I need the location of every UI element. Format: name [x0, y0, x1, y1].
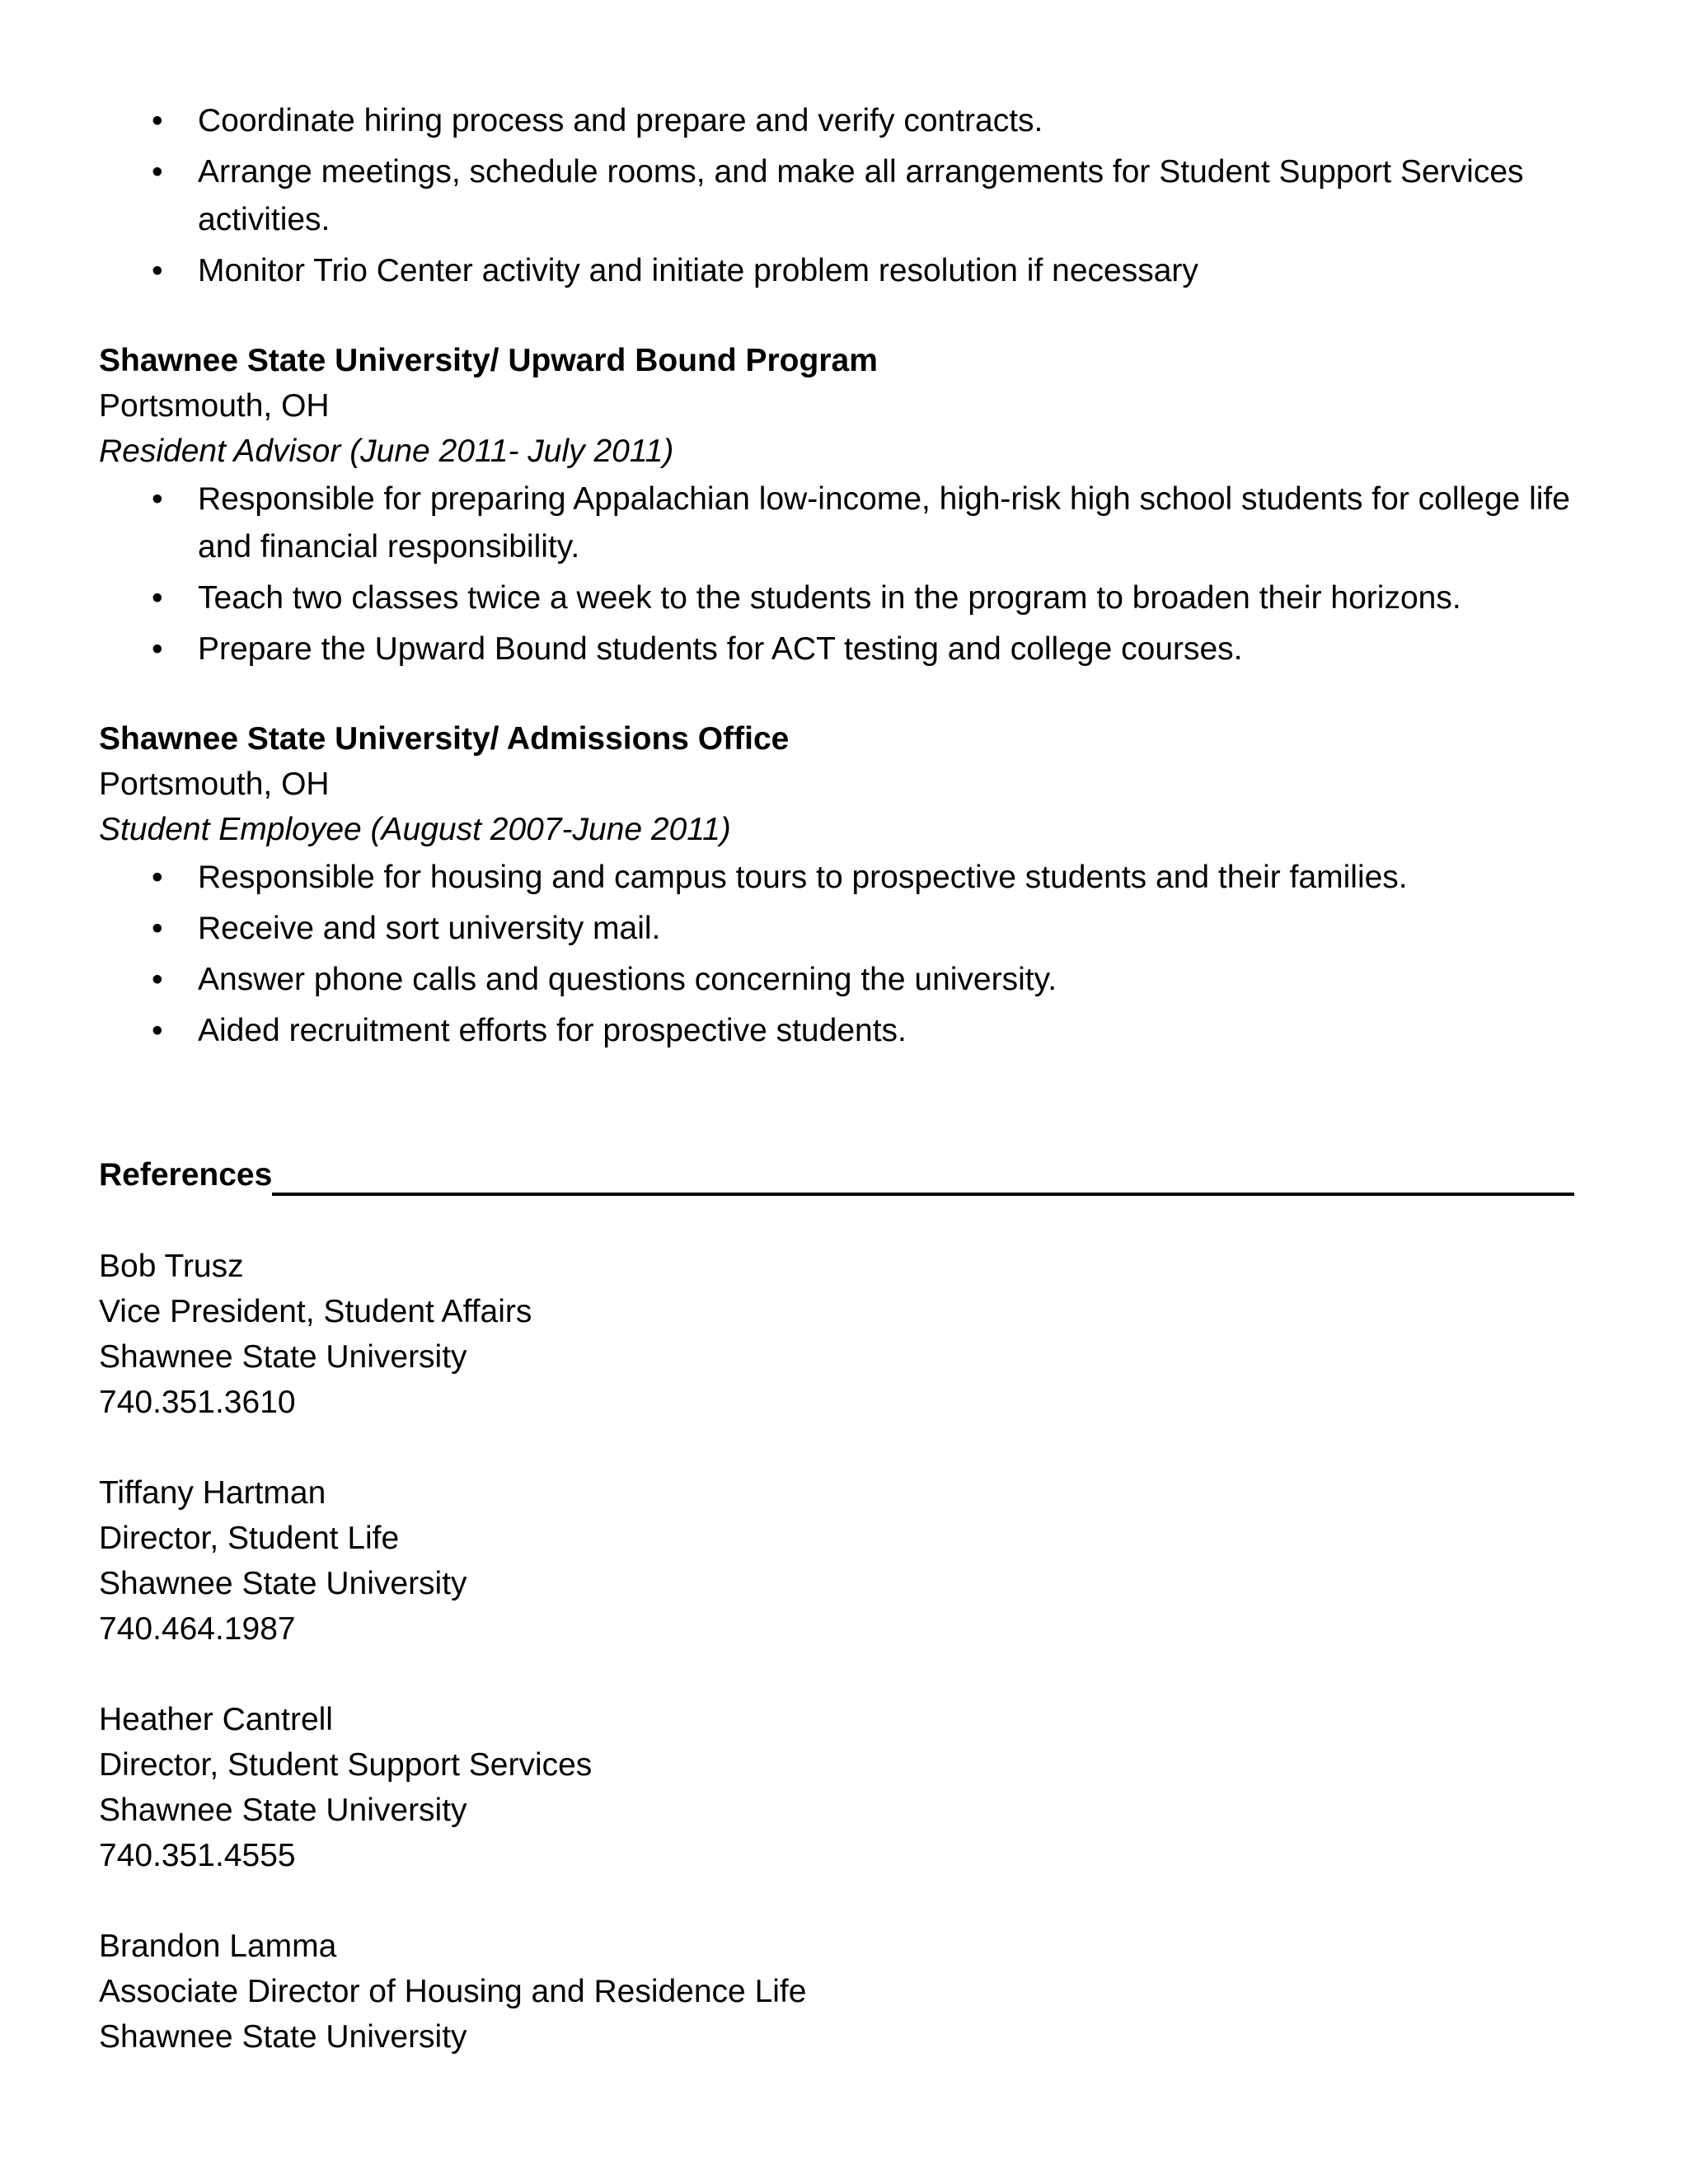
- continued-duties-list: [99, 97, 1574, 295]
- job-upward-bound: [99, 338, 1574, 673]
- reference-entry: [99, 1697, 1574, 1878]
- references-heading: [99, 1152, 1574, 1197]
- reference-title: Director, Student Life: [99, 1521, 400, 1556]
- reference-title: Director, Student Support Services: [99, 1747, 593, 1783]
- bullet-icon: •: [152, 154, 163, 190]
- list-item: • Arrange meetings, schedule rooms, and make all arrangements for Student Support Services activities.: [99, 148, 1574, 244]
- job-role: Resident Advisor (June 2011- July 2011): [99, 434, 674, 469]
- reference-name: Bob Trusz: [99, 1249, 244, 1284]
- references-heading-label: References: [99, 1157, 273, 1193]
- reference-title: Associate Director of Housing and Residence Life: [99, 1974, 807, 2009]
- bullet-icon: •: [152, 103, 163, 138]
- reference-organization: Shawnee State University: [99, 1339, 467, 1375]
- bullet-icon: •: [152, 860, 163, 895]
- reference-name: Brandon Lamma: [99, 1929, 337, 1964]
- list-item: • Teach two classes twice a week to the students in the program to broaden their horizons.: [99, 574, 1574, 622]
- bullet-icon: •: [152, 580, 163, 616]
- list-item: • Answer phone calls and questions concerning the university.: [99, 956, 1574, 1004]
- list-item: • Monitor Trio Center activity and initiate problem resolution if necessary: [99, 247, 1574, 295]
- bullet-icon: •: [152, 631, 163, 667]
- reference-organization: Shawnee State University: [99, 1793, 467, 1828]
- reference-phone: 740.351.3610: [99, 1385, 296, 1420]
- bullet-icon: •: [152, 911, 163, 946]
- bullet-icon: •: [152, 962, 163, 997]
- bullet-icon: •: [152, 1013, 163, 1048]
- job-organization: Shawnee State University/ Upward Bound Program: [99, 343, 878, 378]
- list-item: • Responsible for housing and campus tours to prospective students and their families.: [99, 854, 1574, 902]
- list-item: • Aided recruitment efforts for prospective students.: [99, 1007, 1574, 1055]
- bullet-icon: •: [152, 481, 163, 517]
- reference-entry: [99, 1244, 1574, 1425]
- job-duties-list: [99, 854, 1574, 1055]
- resume-page: [99, 97, 1574, 2060]
- reference-name: Heather Cantrell: [99, 1702, 333, 1737]
- reference-entry: [99, 1470, 1574, 1652]
- reference-organization: Shawnee State University: [99, 2019, 467, 2055]
- job-location: Portsmouth, OH: [99, 388, 330, 424]
- heading-underline: [272, 1192, 1574, 1196]
- reference-entry: [99, 1924, 1574, 2060]
- list-item: • Receive and sort university mail.: [99, 905, 1574, 953]
- reference-organization: Shawnee State University: [99, 1566, 467, 1601]
- job-role: Student Employee (August 2007-June 2011): [99, 812, 731, 847]
- reference-title: Vice President, Student Affairs: [99, 1294, 532, 1329]
- reference-phone: 740.351.4555: [99, 1838, 296, 1873]
- list-item: • Prepare the Upward Bound students for ACT testing and college courses.: [99, 626, 1574, 673]
- bullet-icon: •: [152, 253, 163, 288]
- reference-name: Tiffany Hartman: [99, 1475, 326, 1511]
- list-item: • Responsible for preparing Appalachian low-income, high-risk high school students for college life and financial responsibility.: [99, 476, 1574, 571]
- job-location: Portsmouth, OH: [99, 766, 330, 802]
- job-admissions-office: [99, 716, 1574, 1055]
- list-item: • Coordinate hiring process and prepare and verify contracts.: [99, 97, 1574, 145]
- job-organization: Shawnee State University/ Admissions Office: [99, 721, 790, 757]
- reference-phone: 740.464.1987: [99, 1611, 296, 1647]
- job-duties-list: [99, 476, 1574, 673]
